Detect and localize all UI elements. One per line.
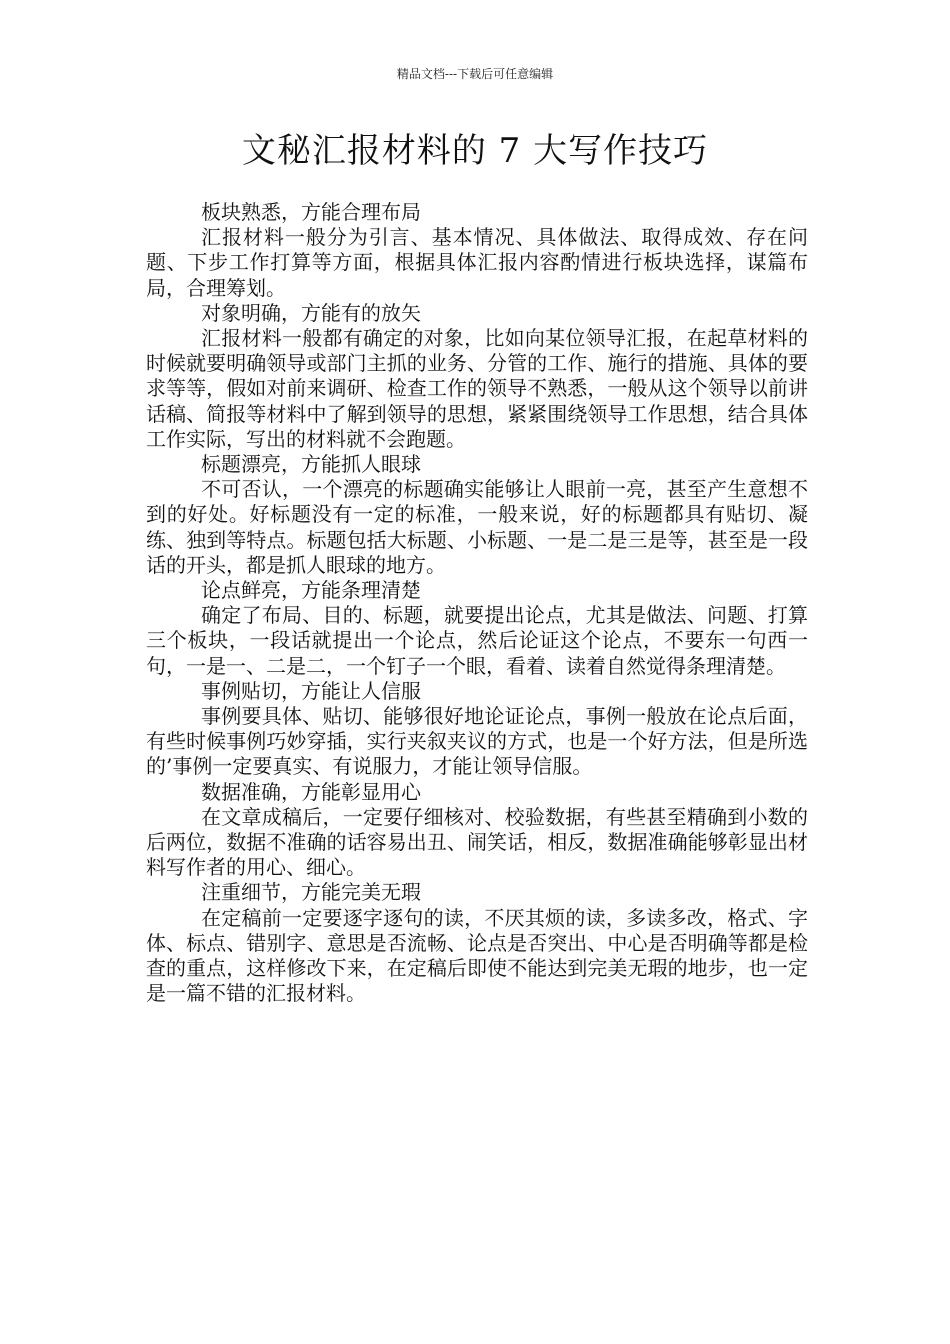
page-header: 精品文档---下载后可任意编辑 [396,67,554,81]
section-paragraph: 不可否认，一个漂亮的标题确实能够让人眼前一亮，甚至产生意想不到的好处。好标题没有一定的标准，一般来说，好的标题都具有贴切、凝练、独到等特点。标题包括大标题、小标题、一是二是三是等，甚至是一段话的开头，都是抓人眼球的地方。 [146,477,808,577]
section-paragraph: 确定了布局、目的、标题，就要提出论点，尤其是做法、问题、打算三个板块，一段话就提出一个论点，然后论证这个论点，不要东一句西一句，一是一、二是二，一个钉子一个眼，看着、读着自然觉得条理清楚。 [146,603,808,678]
section-paragraph: 在定稿前一定要逐字逐句的读，不厌其烦的读，多读多改，格式、字体、标点、错别字、意思是否流畅、论点是否突出、中心是否明确等都是检查的重点，这样修改下来，在定稿后即使不能达到完美无瑕的地步，也一定是一篇不错的汇报材料。 [146,905,808,1006]
section-heading: 论点鲜亮，方能条理清楚 [201,578,421,603]
section-heading: 对象明确，方能有的放矢 [201,300,421,325]
section-paragraph: 事例要具体、贴切、能够很好地论证论点，事例一般放在论点后面，有些时候事例巧妙穿插，实行夹叙夹议的方式，也是一个好方法，但是所选的’事例一定要真实、有说服力，才能让领导信服。 [146,704,808,779]
document-body [146,200,808,1007]
section-paragraph: 在文章成稿后，一定要仔细核对、校验数据，有些甚至精确到小数的后两位，数据不准确的话容易出丑、闹笑话，相反，数据准确能够彰显出材料写作者的用心、细心。 [146,804,808,880]
section-heading: 标题漂亮，方能抓人眼球 [201,452,421,477]
section-examples [146,679,808,780]
section-heading: 数据准确，方能彰显用心 [201,779,421,804]
section-heading: 注重细节，方能完美无瑕 [201,880,421,905]
section-heading: 事例贴切，方能让人信服 [201,678,421,703]
section-audience [146,301,808,452]
section-paragraph: 汇报材料一般都有确定的对象，比如向某位领导汇报，在起草材料的时候就要明确领导或部门主抓的业务、分管的工作、施行的措施、具体的要求等等，假如对前来调研、检查工作的领导不熟悉，一般从这个领导以前讲话稿、简报等材料中了解到领导的思想，紧紧围绕领导工作思想，结合具体工作实际，写出的材料就不会跑题。 [146,326,808,451]
section-arguments [146,578,808,679]
section-details [146,880,808,1006]
section-layout [146,200,808,301]
section-data-accuracy [146,780,808,881]
section-paragraph: 汇报材料一般分为引言、基本情况、具体做法、取得成效、存在问题、下步工作打算等方面，根据具体汇报内容酌情进行板块选择，谋篇布局，合理筹划。 [146,225,808,300]
document-title: 文秘汇报材料的 7 大写作技巧 [241,131,709,171]
section-title-quality [146,452,808,578]
section-heading: 板块熟悉，方能合理布局 [201,200,421,224]
